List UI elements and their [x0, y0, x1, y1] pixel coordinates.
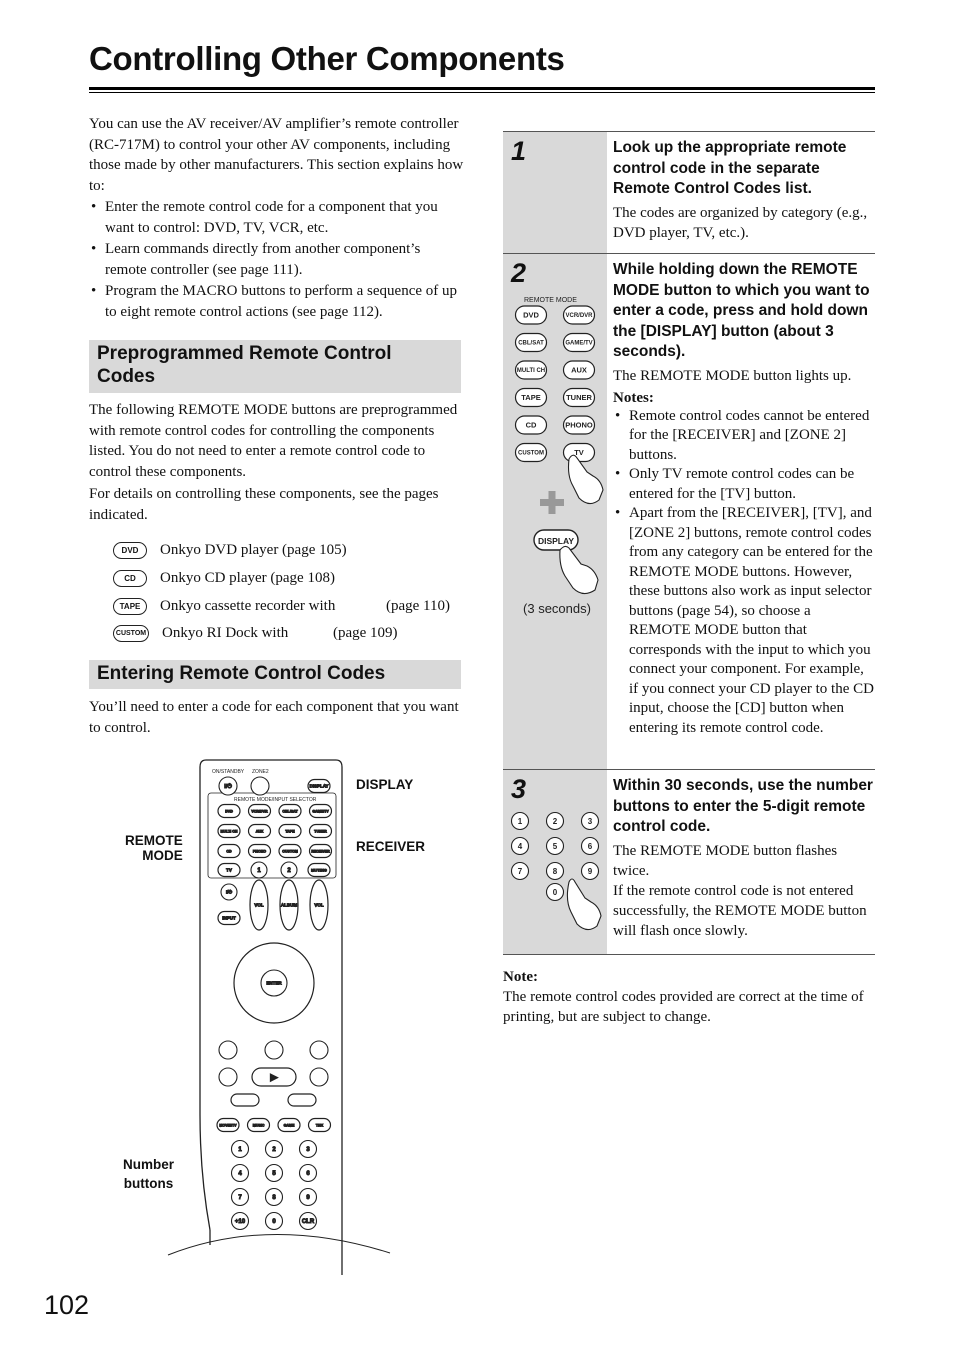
hand-icon — [567, 879, 601, 930]
remote-mode-button-icon-text: DVD — [523, 310, 539, 320]
label-receiver: RECEIVER — [356, 839, 426, 854]
remote-number-button-icon-text: 3 — [306, 1147, 310, 1154]
mode-button-icon-text: AUX — [255, 829, 264, 834]
label-remote-mode: REMOTE MODE — [125, 833, 183, 863]
remote-number-button-icon-text: 4 — [238, 1171, 242, 1178]
album-button-icon-text: ALBUM — [280, 902, 298, 908]
transport-button-icon — [310, 1041, 328, 1059]
hand-icon — [569, 455, 604, 503]
listening-mode-button-icon-text: MOVIE/TV — [219, 1123, 237, 1128]
remote-mode-button-icon-text: CD — [525, 420, 537, 430]
listening-mode-button-icon-text: THX — [315, 1123, 324, 1128]
intro-bullets — [89, 197, 464, 322]
remote-mode-button-icon-text: TV — [574, 448, 584, 458]
step-2 — [503, 254, 875, 770]
play-button-icon-text: ▶ — [270, 1072, 278, 1083]
notes-list — [613, 407, 875, 739]
label-display: DISPLAY — [356, 777, 414, 792]
preprogrammed-item-text: Onkyo RI Dock with — [162, 624, 289, 641]
preprogrammed-item — [113, 596, 450, 616]
page-title: Controlling Other Components — [89, 40, 565, 77]
remote-label: ON/STANDBY — [212, 769, 245, 775]
remote-mode-button-icon-text: GAME/TV — [565, 340, 593, 347]
preprogrammed-paragraph: The following REMOTE MODE buttons are preprogrammed with remote control codes for controlling the components listed. You do not need to enter a remote control code to control these components. — [89, 402, 458, 480]
notes-heading: Notes: — [613, 389, 654, 406]
preprogrammed-item — [113, 623, 398, 643]
note-item: • Apart from the [RECEIVER], [TV], and [ZONE 2] buttons, remote control codes from any category can be entered for the REMOTE MODE buttons. However, these buttons also work as input selector buttons (page 54), so choose a REMOTE MODE button that corresponds with the input to which you connect your component. For example, if you connect your CD player to the CD input, choose the [CD] button when entering its remote control code. — [613, 504, 875, 738]
step-instruction: Look up the appropriate remote control code in the separate Remote Control Codes list. — [613, 139, 847, 197]
hand-icon — [560, 546, 598, 593]
remote-mode-button-icon-text: MULTI CH — [516, 368, 546, 375]
listening-mode-button-icon-text: GAME — [283, 1123, 295, 1128]
remote-mode-button-icon-text: PHONO — [565, 420, 593, 430]
tv-power-button-icon-text: I/⏻ — [225, 889, 233, 895]
listening-mode-button-icon-text: MUSIC — [252, 1123, 265, 1128]
step-description: The REMOTE MODE button flashes twice. — [613, 842, 838, 879]
section-heading-entering: Entering Remote Control Codes — [89, 660, 461, 689]
preprogrammed-item — [113, 568, 335, 588]
preprogrammed-item — [113, 540, 347, 560]
preprogrammed-paragraph: For details on controlling these components, see the pages indicated. — [89, 486, 439, 523]
display-button-icon-text: DISPLAY — [309, 783, 329, 789]
remote-label: REMOTE MODE/INPUT SELECTOR — [234, 797, 317, 803]
number-buttons-figure — [503, 770, 607, 954]
step-number: 2 — [511, 258, 527, 288]
power-button-icon-text: I/⏻ — [224, 783, 232, 790]
number-button-icon-text: 9 — [587, 866, 593, 876]
number-button-icon-text: 6 — [587, 841, 593, 851]
step-content — [613, 138, 875, 243]
remote-number-button-icon-text: 5 — [272, 1171, 276, 1178]
intro-bullet: • Program the MACRO buttons to perform a sequence of up to eight remote control actions (see page 112). — [89, 281, 464, 322]
step-number: 3 — [511, 774, 527, 804]
rewind-button-icon — [219, 1068, 237, 1086]
number-button-icon-text: 3 — [587, 816, 593, 826]
section-heading-preprogrammed: Preprogrammed Remote Control Codes — [89, 340, 461, 393]
custom-button-icon: CUSTOM — [113, 625, 149, 642]
preprogrammed-text — [89, 400, 464, 527]
step-instruction: Within 30 seconds, use the number buttons to enter the 5-digit remote control code. — [613, 777, 873, 835]
title-rule-thin — [89, 92, 875, 93]
dvd-button-icon: DVD — [113, 542, 147, 559]
number-button-icon-text: 4 — [517, 841, 523, 851]
page-number: 102 — [44, 1290, 90, 1320]
step-3 — [503, 770, 875, 955]
remote-number-button-icon-text: 6 — [306, 1171, 310, 1178]
preprogrammed-item-text: Onkyo DVD player (page 105) — [160, 541, 347, 558]
mode-button-icon-text: TAPE — [285, 829, 295, 834]
intro-bullet: • Enter the remote control code for a component that you want to control: DVD, TV, VCR, etc. — [89, 197, 464, 238]
preprogrammed-item-page: (page 109) — [333, 624, 398, 641]
step-content — [613, 260, 875, 738]
vol-button-icon-text: VOL — [254, 902, 264, 908]
stop-button-icon — [288, 1094, 316, 1106]
title-rule-thick — [89, 87, 875, 90]
tv-button-icon-text: TV — [226, 867, 232, 873]
remote-number-button-icon-text: CLR — [301, 1219, 315, 1226]
pause-button-icon — [231, 1094, 259, 1106]
seconds-caption: (3 seconds) — [523, 601, 591, 616]
label-number-buttons: Number buttons — [123, 1157, 175, 1191]
remote-mode-button-icon-text: TUNER — [566, 393, 592, 403]
number-button-icon-text: 5 — [552, 841, 558, 851]
step-description: The REMOTE MODE button lights up. — [613, 367, 852, 384]
cd-button-icon: CD — [113, 570, 147, 587]
remote-number-button-icon-text: 8 — [272, 1195, 276, 1202]
remote-mode-button-icon-text: TAPE — [521, 393, 541, 403]
remote-number-button-icon-text: 0 — [272, 1219, 276, 1226]
intro-section — [89, 114, 464, 322]
remote-number-button-icon-text: +10 — [234, 1219, 246, 1226]
remote-number-button-icon-text: 9 — [306, 1195, 310, 1202]
mode-button-icon-text: TUNER — [314, 829, 327, 834]
step-1 — [503, 132, 875, 254]
vol2-button-icon-text: VOL — [314, 902, 324, 908]
step-content — [613, 776, 875, 941]
note-item: • Only TV remote control codes can be entered for the [TV] button. — [613, 465, 875, 504]
remote-mode-button-icon-text: CUSTOM — [518, 450, 544, 457]
mode-button-icon-text: GAME/TV — [312, 809, 329, 814]
mode-button-icon-text: DVD — [225, 809, 233, 814]
number-button-icon-text: 1 — [257, 868, 261, 875]
transport-button-icon — [265, 1041, 283, 1059]
preprogrammed-item-text: Onkyo cassette recorder with — [160, 597, 336, 614]
remote-mode-caption: REMOTE MODE — [524, 297, 577, 304]
mode-button-icon-text: CD — [226, 849, 232, 854]
enter-button-icon-text: ENTER — [266, 980, 282, 986]
remote-number-button-icon-text: 2 — [272, 1147, 276, 1154]
number-button-icon-text: 8 — [552, 866, 558, 876]
ff-button-icon — [310, 1068, 328, 1086]
mode-button-icon-text: RECEIVER — [311, 849, 330, 854]
remote-mode-button-icon-text: VCR/DVR — [565, 313, 593, 320]
mode-button-icon-text: MULTI CH — [220, 829, 238, 834]
bottom-note — [503, 967, 878, 1027]
remote-label: ZONE2 — [252, 769, 269, 775]
transport-button-icon — [219, 1041, 237, 1059]
input-button-icon-text: INPUT — [222, 915, 236, 921]
step-description: If the remote control code is not entered successfully, the REMOTE MODE button will flash once slowly. — [613, 882, 867, 939]
tape-button-icon: TAPE — [113, 598, 147, 615]
step-instruction: While holding down the REMOTE MODE button to which you want to enter a code, press and hold down the [DISPLAY] button (about 3 seconds). — [613, 261, 870, 360]
mode-button-icon-text: VCR/DVR — [251, 809, 268, 814]
remote-mode-button-icon-text: AUX — [571, 365, 587, 375]
mode-button-icon-text: PHONO — [252, 849, 267, 854]
number-button-icon-text: 0 — [552, 887, 558, 897]
bottom-note-text: The remote control codes provided are correct at the time of printing, but are subject to change. — [503, 989, 864, 1025]
bottom-note-heading: Note: — [503, 969, 538, 985]
step-number: 1 — [511, 136, 527, 166]
number-button-icon-text: 7 — [517, 866, 523, 876]
mode-button-icon-text: CUSTOM — [282, 849, 298, 854]
entering-paragraph: You’ll need to enter a code for each component that you want to control. — [89, 699, 459, 736]
note-item: • Remote control codes cannot be entered for the [RECEIVER] and [ZONE 2] buttons. — [613, 407, 875, 466]
display-button-text: DISPLAY — [537, 536, 575, 546]
number-button-icon-text: 1 — [517, 816, 523, 826]
remote-number-button-icon-text: 7 — [238, 1195, 242, 1202]
muting-button-icon-text: MUTING — [311, 867, 327, 873]
intro-bullet: • Learn commands directly from another component’s remote controller (see page 111). — [89, 239, 464, 280]
preprogrammed-item-text: Onkyo CD player (page 108) — [160, 569, 335, 586]
number-button-icon-text: 2 — [287, 868, 291, 875]
step-description: The codes are organized by category (e.g., DVD player, TV, etc.). — [613, 204, 868, 241]
mode-button-icon-text: CBL/SAT — [282, 809, 298, 814]
plus-icon-vertical — [549, 491, 556, 514]
remote-mode-button-icon-text: CBL/SAT — [518, 340, 544, 347]
remote-number-button-icon-text: 1 — [238, 1147, 242, 1154]
preprogrammed-item-page: (page 110) — [386, 597, 450, 614]
intro-paragraph: You can use the AV receiver/AV amplifier’s remote controller (RC-717M) to control your other AV components, including those made by other manufacturers. This section explains how to: — [89, 116, 464, 194]
zone2-button-icon — [251, 777, 269, 795]
number-button-icon-text: 2 — [552, 816, 558, 826]
remote-mode-figure — [503, 254, 607, 634]
